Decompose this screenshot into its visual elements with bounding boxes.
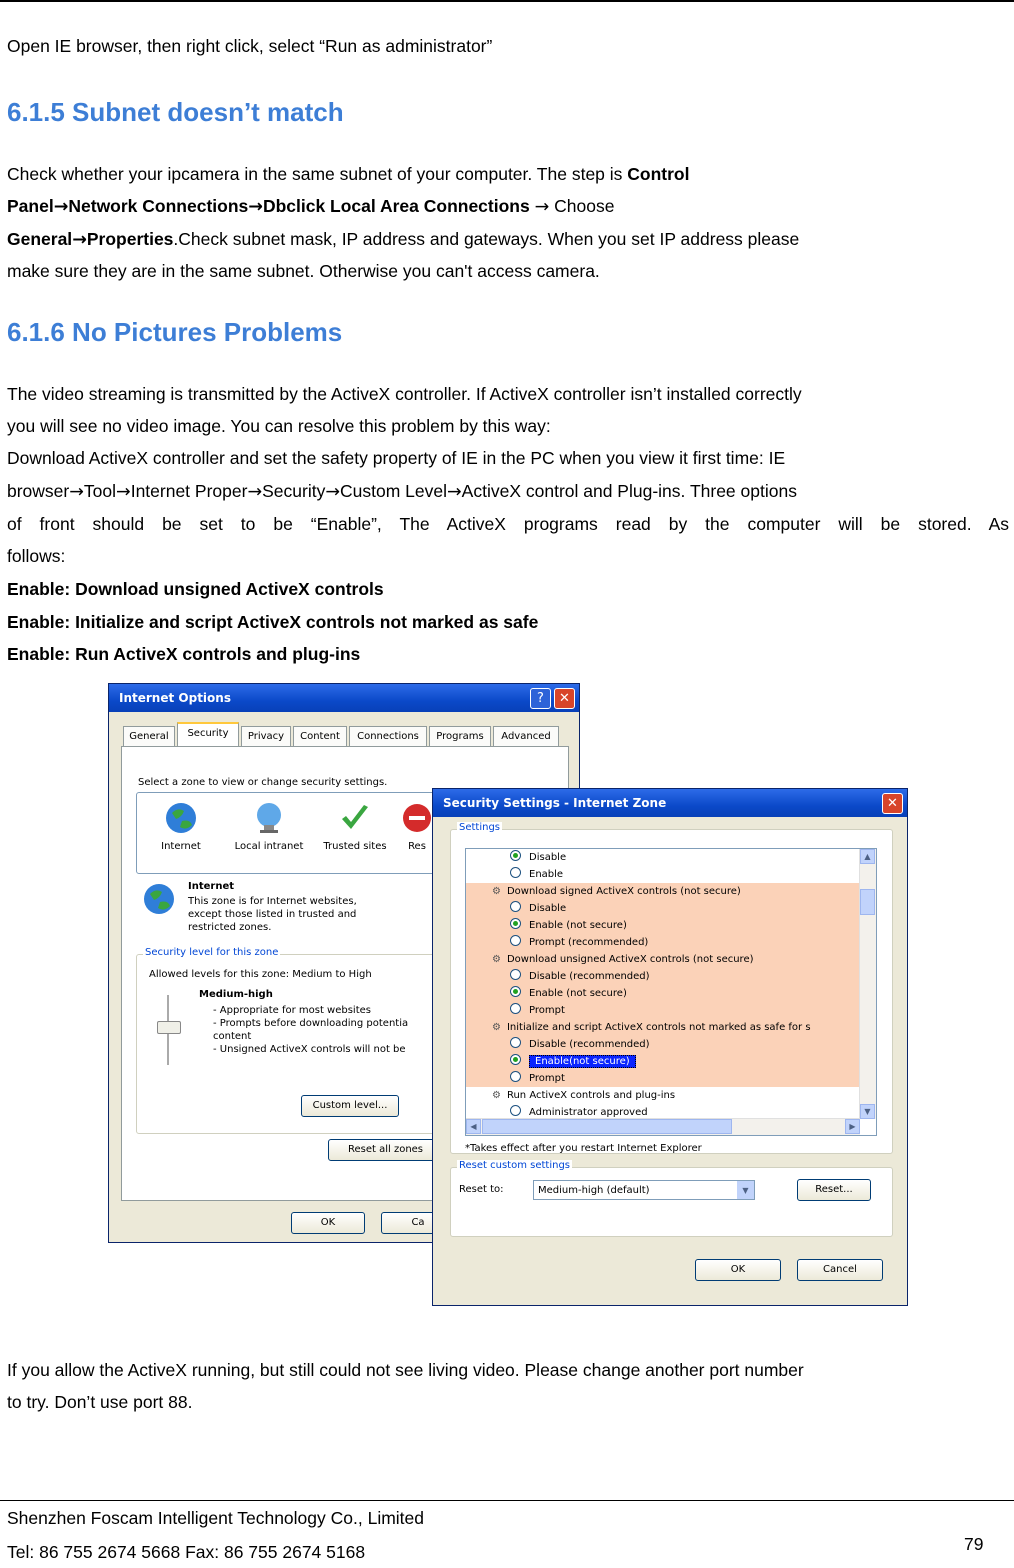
option-label: Disable: [529, 903, 567, 914]
settings-option[interactable]: [466, 1002, 860, 1019]
settings-option[interactable]: [466, 849, 860, 866]
tab-programs[interactable]: Programs: [429, 726, 491, 746]
tab-connections[interactable]: Connections: [349, 726, 427, 746]
zone-desc-1: This zone is for Internet websites,: [188, 896, 357, 907]
ok-button[interactable]: OK: [695, 1259, 781, 1281]
settings-category[interactable]: [466, 1019, 860, 1036]
settings-option[interactable]: [466, 866, 860, 883]
option-label: Prompt: [529, 1073, 565, 1084]
settings-option[interactable]: [466, 934, 860, 951]
sec616-line-3: Download ActiveX controller and set the safety property of IE in the PC when you view it first time: IE: [7, 448, 786, 468]
gear-icon: ⚙: [492, 886, 501, 897]
level-line-2: - Prompts before downloading potentia: [213, 1018, 409, 1029]
radio-button[interactable]: [510, 1003, 521, 1014]
category-label: Download signed ActiveX controls (not secure): [506, 886, 741, 897]
settings-option[interactable]: [466, 968, 860, 985]
reset-all-zones-button[interactable]: Reset all zones: [328, 1139, 443, 1161]
option-label: Enable(not secure): [529, 1055, 636, 1068]
chevron-down-icon[interactable]: ▼: [737, 1181, 754, 1199]
radio-button[interactable]: [510, 935, 521, 946]
sec616-line-2: you will see no video image. You can resolve this problem by this way:: [7, 416, 551, 436]
ok-button[interactable]: OK: [291, 1212, 365, 1234]
sec615-line-1: Check whether your ipcamera in the same subnet of your computer. The step is Control: [7, 164, 690, 184]
reset-to-label: Reset to:: [459, 1184, 504, 1195]
reset-button[interactable]: Reset...: [797, 1179, 871, 1201]
settings-category[interactable]: [466, 1087, 860, 1104]
level-line-4: - Unsigned ActiveX controls will not be: [213, 1044, 406, 1055]
settings-option[interactable]: [466, 1070, 860, 1087]
section-6-1-6-heading: 6.1.6 No Pictures Problems: [7, 317, 343, 347]
outro-line-1: If you allow the ActiveX running, but still could not see living video. Please change another port number: [7, 1360, 804, 1380]
section-6-1-5-heading: 6.1.5 Subnet doesn’t match: [7, 97, 344, 127]
hscroll-thumb[interactable]: [482, 1119, 732, 1134]
footer-company: Shenzhen Foscam Intelligent Technology Co., Limited: [7, 1508, 425, 1528]
tab-privacy[interactable]: Privacy: [241, 726, 291, 746]
close-icon[interactable]: ✕: [882, 793, 903, 814]
option-label: Prompt (recommended): [529, 937, 649, 948]
radio-button[interactable]: [510, 1071, 521, 1082]
category-label: Download unsigned ActiveX controls (not secure): [506, 954, 754, 965]
check-icon: [338, 801, 372, 835]
option-label: Enable (not secure): [529, 920, 627, 931]
radio-button[interactable]: [510, 850, 521, 861]
allowed-levels: Allowed levels for this zone: Medium to High: [149, 969, 372, 980]
option-label: Disable (recommended): [529, 1039, 650, 1050]
zone-trusted-sites[interactable]: Trusted sites: [315, 801, 395, 852]
settings-option[interactable]: [466, 917, 860, 934]
scroll-left-icon[interactable]: ◀: [466, 1119, 481, 1134]
zone-internet[interactable]: Internet: [141, 801, 221, 852]
level-name: Medium-high: [199, 989, 273, 1000]
option-label: Disable: [529, 852, 567, 863]
option-label: Disable (recommended): [529, 971, 650, 982]
radio-button[interactable]: [510, 986, 521, 997]
category-label: Initialize and script ActiveX controls not marked as safe for s: [506, 1022, 811, 1033]
globe-icon: [164, 801, 198, 835]
security-level-label: Security level for this zone: [145, 947, 279, 958]
reset-group-label: Reset custom settings: [459, 1160, 570, 1171]
gear-icon: ⚙: [492, 1090, 501, 1101]
restricted-icon: [400, 801, 434, 835]
zone-desc-3: restricted zones.: [188, 922, 272, 933]
option-label: Administrator approved: [529, 1107, 648, 1118]
security-settings-window: [432, 788, 908, 1306]
gear-icon: ⚙: [492, 1022, 501, 1033]
settings-option[interactable]: [466, 900, 860, 917]
radio-button[interactable]: [510, 1105, 521, 1116]
tab-advanced[interactable]: Advanced: [493, 726, 559, 746]
option-label: Prompt: [529, 1005, 565, 1016]
scroll-thumb[interactable]: [860, 889, 875, 915]
settings-category[interactable]: [466, 883, 860, 900]
tab-general[interactable]: General: [123, 726, 175, 746]
horizontal-scrollbar[interactable]: [466, 1118, 860, 1135]
ie-settings-screenshot: [108, 683, 908, 1308]
enable-item-1: Enable: Download unsigned ActiveX controls: [7, 579, 384, 599]
sec616-line-6: follows:: [7, 546, 66, 566]
level-line-3: content: [213, 1031, 252, 1042]
cancel-button[interactable]: Ca: [381, 1212, 455, 1234]
reset-to-select[interactable]: Medium-high (default) ▼: [533, 1180, 755, 1200]
radio-button[interactable]: [510, 918, 521, 929]
restart-note: *Takes effect after you restart Internet Explorer: [465, 1143, 702, 1154]
custom-level-button[interactable]: Custom level...: [301, 1095, 399, 1117]
enable-item-2: Enable: Initialize and script ActiveX controls not marked as safe: [7, 612, 539, 632]
select-zone-label: Select a zone to view or change security settings.: [138, 777, 388, 788]
settings-group-label: Settings: [459, 822, 501, 833]
radio-button[interactable]: [510, 1037, 521, 1048]
sec616-line-5: of front should be set to be “Enable”, The ActiveX programs read by the computer will be stored. As: [7, 514, 1009, 534]
tab-security[interactable]: Security: [177, 722, 239, 747]
reset-custom-group: [450, 1160, 893, 1237]
gear-icon: ⚙: [492, 954, 501, 965]
enable-item-3: Enable: Run ActiveX controls and plug-ins: [7, 644, 361, 664]
zone-title: Internet: [188, 881, 235, 892]
help-button[interactable]: ?: [530, 688, 551, 709]
outro-line-2: to try. Don’t use port 88.: [7, 1392, 193, 1412]
page-number: 79: [964, 1534, 984, 1554]
tab-content[interactable]: Content: [293, 726, 347, 746]
settings-category[interactable]: [466, 951, 860, 968]
sec615-line-2: Panel→Network Connections→Dbclick Local Area Connections → Choose: [7, 196, 615, 217]
settings-option[interactable]: [466, 1053, 860, 1070]
scroll-down-icon[interactable]: ▼: [860, 1104, 875, 1119]
radio-button[interactable]: [510, 1054, 521, 1065]
sec616-line-4: browser→Tool→Internet Proper→Security→Custom Level→ActiveX control and Plug-ins. Three options: [7, 481, 797, 502]
radio-button[interactable]: [510, 867, 521, 878]
globe-icon: [142, 882, 176, 916]
settings-list[interactable]: [465, 848, 877, 1136]
zone-restricted-sites[interactable]: Res: [387, 801, 447, 852]
level-line-1: - Appropriate for most websites: [213, 1005, 371, 1016]
intranet-icon: [252, 801, 286, 835]
internet-options-titlebar: Internet Options: [109, 684, 579, 712]
option-label: Enable: [529, 869, 564, 880]
cancel-button[interactable]: Cancel: [797, 1259, 883, 1281]
footer-rule: [0, 1500, 1014, 1501]
zone-local-intranet[interactable]: Local intranet: [229, 801, 309, 852]
radio-button[interactable]: [510, 901, 521, 912]
zone-desc-2: except those listed in trusted and: [188, 909, 357, 920]
top-rule: [0, 0, 1014, 2]
security-settings-titlebar: Security Settings - Internet Zone: [433, 789, 907, 817]
sec615-line-3: General→Properties.Check subnet mask, IP address and gateways. When you set IP address please: [7, 229, 800, 250]
scroll-up-icon[interactable]: ▲: [860, 849, 875, 864]
close-icon[interactable]: ✕: [554, 688, 575, 709]
settings-option[interactable]: [466, 985, 860, 1002]
scroll-right-icon[interactable]: ▶: [845, 1119, 860, 1134]
sec615-line-4: make sure they are in the same subnet. Otherwise you can't access camera.: [7, 261, 600, 281]
vertical-scrollbar[interactable]: [859, 849, 876, 1119]
settings-option[interactable]: [466, 1036, 860, 1053]
intro-text: Open IE browser, then right click, select “Run as administrator”: [7, 36, 493, 56]
category-label: Run ActiveX controls and plug-ins: [506, 1090, 676, 1101]
footer-contact: Tel: 86 755 2674 5668 Fax: 86 755 2674 5168: [7, 1542, 366, 1562]
sec616-line-1: The video streaming is transmitted by the ActiveX controller. If ActiveX controller isn’t installed correctly: [7, 384, 802, 404]
option-label: Enable (not secure): [529, 988, 627, 999]
level-slider-thumb[interactable]: [157, 1021, 181, 1034]
radio-button[interactable]: [510, 969, 521, 980]
settings-group: [450, 822, 893, 1154]
